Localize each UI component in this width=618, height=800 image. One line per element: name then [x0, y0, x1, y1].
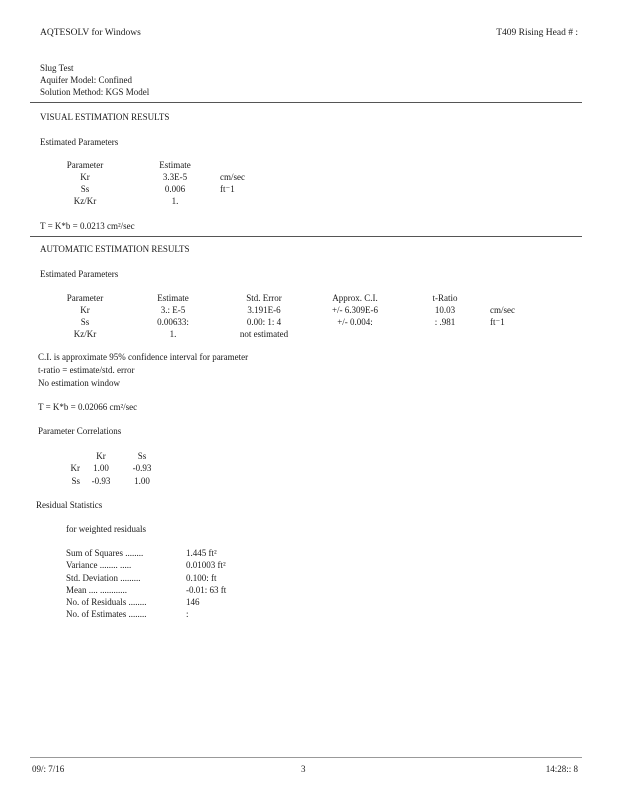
param-std-error: 0.00: 1: 4	[246, 317, 282, 327]
test-type: Slug Test	[40, 63, 74, 73]
automatic-subtitle: Estimated Parameters	[40, 269, 119, 279]
note-window: No estimation window	[38, 378, 120, 388]
corr-value: 1.00	[134, 476, 150, 486]
footer-page-number: 3	[301, 764, 306, 774]
param-t-ratio: 10.03	[434, 305, 456, 315]
corr-value: -0.93	[91, 476, 111, 486]
param-name: Ss	[80, 184, 90, 194]
corr-value: -0.93	[132, 463, 152, 473]
aquifer-model: Aquifer Model: Confined	[40, 75, 132, 85]
param-ci: +/- 6.309E-6	[331, 305, 379, 315]
param-ci: +/- 0.004:	[337, 317, 373, 327]
footer-divider	[30, 757, 582, 758]
automatic-section-title: AUTOMATIC ESTIMATION RESULTS	[40, 244, 190, 254]
param-name: Kr	[80, 305, 90, 315]
auto-col-parameter: Parameter	[66, 293, 104, 303]
visual-col-estimate: Estimate	[159, 160, 191, 170]
visual-subtitle: Estimated Parameters	[40, 137, 119, 147]
residual-label: No. of Estimates ........	[66, 609, 147, 619]
solution-method: Solution Method: KGS Model	[40, 87, 150, 97]
corr-row-label: Ss	[71, 476, 80, 486]
divider	[30, 236, 582, 237]
param-t-ratio: : .981	[434, 317, 456, 327]
residual-value: 0.01003 ft²	[186, 560, 226, 570]
residuals-subtitle: for weighted residuals	[66, 524, 146, 534]
residual-label: No. of Residuals ........	[66, 597, 147, 607]
residual-label: Sum of Squares ........	[66, 548, 144, 558]
param-name: Kz/Kr	[73, 196, 97, 206]
param-unit: ft⁻1	[220, 184, 235, 194]
residual-value: :	[186, 609, 189, 619]
auto-col-std-error: Std. Error	[246, 293, 282, 303]
residual-value: 146	[186, 597, 200, 607]
param-std-error: 3.191E-6	[247, 305, 281, 315]
footer-time: 14:28:: 8	[545, 764, 578, 774]
param-estimate: 0.006	[164, 184, 186, 194]
param-estimate: 3.: E-5	[160, 305, 186, 315]
param-unit: cm/sec	[220, 172, 245, 182]
param-name: Kz/Kr	[73, 329, 97, 339]
correlations-title: Parameter Correlations	[38, 426, 122, 436]
note-t-ratio: t-ratio = estimate/std. error	[38, 365, 135, 375]
residual-label: Mean .... ............	[66, 585, 127, 595]
param-name: Ss	[80, 317, 90, 327]
param-unit: ft⁻1	[490, 317, 505, 327]
param-estimate: 3.3E-5	[162, 172, 188, 182]
residuals-title: Residual Statistics	[36, 500, 103, 510]
corr-col-kr: Kr	[96, 451, 106, 461]
auto-col-t-ratio: t-Ratio	[432, 293, 458, 303]
footer-date: 09/: 7/16	[32, 764, 65, 774]
param-std-error: not estimated	[239, 329, 289, 339]
residual-label: Std. Deviation .........	[66, 573, 141, 583]
visual-col-parameter: Parameter	[66, 160, 104, 170]
param-estimate: 1.	[171, 196, 179, 206]
corr-value: 1.00	[93, 463, 109, 473]
app-title: AQTESOLV for Windows	[40, 28, 141, 38]
param-estimate: 0.00633:	[157, 317, 189, 327]
corr-col-ss: Ss	[137, 451, 147, 461]
param-estimate: 1.	[169, 329, 177, 339]
param-unit: cm/sec	[490, 305, 515, 315]
residual-label: Variance ........ .....	[66, 560, 132, 570]
note-ci: C.I. is approximate 95% confidence interval for parameter	[38, 352, 249, 362]
corr-row-label: Kr	[70, 463, 80, 473]
document-title: T409 Rising Head # :	[496, 28, 578, 38]
auto-col-ci: Approx. C.I.	[332, 293, 378, 303]
divider	[30, 102, 582, 103]
visual-section-title: VISUAL ESTIMATION RESULTS	[40, 112, 170, 122]
residual-value: 1.445 ft²	[186, 548, 217, 558]
automatic-transmissivity: T = K*b = 0.02066 cm²/sec	[38, 402, 138, 412]
visual-transmissivity: T = K*b = 0.0213 cm²/sec	[40, 221, 135, 231]
auto-col-estimate: Estimate	[157, 293, 189, 303]
residual-value: -0.01: 63 ft	[186, 585, 227, 595]
residual-value: 0.100: ft	[186, 573, 217, 583]
param-name: Kr	[80, 172, 90, 182]
